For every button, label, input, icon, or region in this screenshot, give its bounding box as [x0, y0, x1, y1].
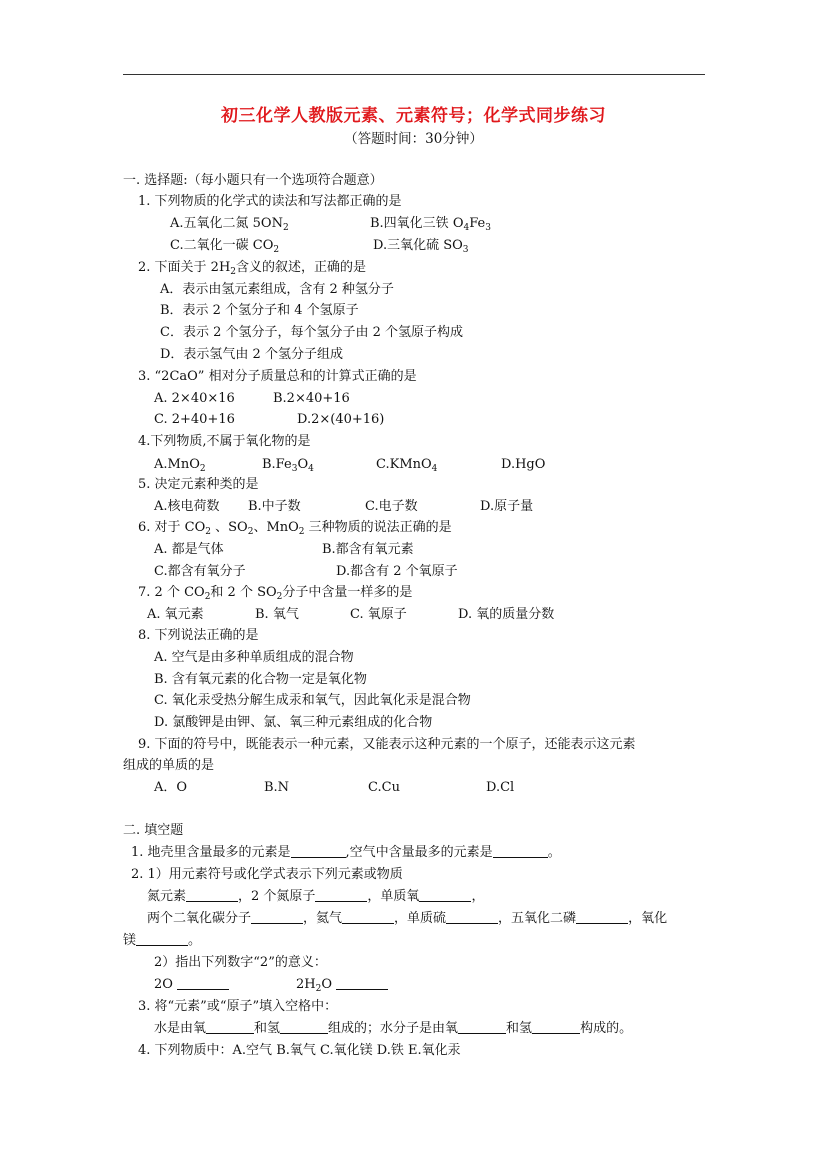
answer-blank[interactable]	[342, 911, 394, 924]
answer-blank[interactable]	[336, 977, 388, 990]
answer-blank[interactable]	[532, 1021, 580, 1034]
q5-option-a: A.核电荷数	[154, 499, 220, 514]
q9-stem-line2: 组成的单质的是	[123, 758, 215, 773]
q7-option-a: A. 氧元素	[147, 607, 204, 622]
document-title: 初三化学人教版元素、元素符号；化学式同步练习	[221, 106, 606, 126]
q3-option-c: C. 2+40+16	[154, 412, 235, 427]
q1-option-d: D.三氧化硫 $SO_3$	[373, 238, 469, 255]
fill-q2-2o: 2O	[154, 977, 229, 993]
q9-option-d: D.Cl	[486, 780, 515, 795]
fill-q2-2h2o: $2H_2O$	[296, 977, 388, 993]
q8-option-c: C. 氧化汞受热分解生成汞和氧气，因此氧化汞是混合物	[154, 693, 471, 708]
q5-option-b: B.中子数	[248, 499, 301, 514]
q3-stem: 3. “2CaO” 相对分子质量总和的计算式正确的是	[138, 369, 417, 384]
q4-option-b: $B.Fe_3O_4$	[262, 457, 314, 474]
q2-option-b: B．表示 2 个氢分子和 4 个氢原子	[160, 303, 359, 318]
answer-blank[interactable]	[280, 1021, 328, 1034]
q3-option-b: B.2×40+16	[273, 391, 350, 406]
q4-stem: 4.下列物质,不属于氧化物的是	[138, 434, 311, 449]
q8-option-d: D. 氯酸钾是由钾、氯、氧三种元素组成的化合物	[154, 715, 433, 730]
q3-option-d: D.2×(40+16)	[297, 412, 385, 427]
q1-option-a: A.五氧化二氮 $5ON_2$	[170, 216, 289, 233]
q1-option-c: C.二氧化一碳 $CO_2$	[170, 238, 280, 255]
answer-blank[interactable]	[446, 911, 498, 924]
q9-stem-line1: 9. 下面的符号中，既能表示一种元素，又能表示这种元素的一个原子，还能表示这元素	[138, 737, 636, 752]
q3-option-a: A. 2×40×16	[154, 391, 235, 406]
answer-blank[interactable]	[493, 845, 548, 858]
q8-option-a: A. 空气是由多种单质组成的混合物	[154, 650, 354, 665]
q6-option-b: B.都含有氧元素	[322, 542, 414, 557]
fill-q4-stem: 4. 下列物质中：A.空气 B.氧气 C.氧化镁 D.铁 E.氧化汞	[138, 1043, 461, 1058]
q2-stem: 2. 下面关于 $2H_2$含义的叙述，正确的是	[138, 260, 367, 277]
q7-option-c: C. 氧原子	[350, 607, 407, 622]
q1-option-b: B.四氧化三铁 $O_4Fe_3$	[370, 216, 491, 233]
answer-blank[interactable]	[177, 977, 229, 990]
fill-q2-line2: 氮元素 ，2 个氮原子 ，单质氧 ，	[147, 889, 485, 904]
fill-q2-sub2: 2）指出下列数字“2”的意义：	[154, 955, 327, 970]
q6-option-d: D.都含有 2 个氧原子	[336, 564, 458, 579]
document-subtitle: （答题时间：30分钟）	[344, 131, 483, 147]
q9-option-c: C.Cu	[368, 780, 400, 795]
q5-option-d: D.原子量	[480, 499, 534, 514]
section1-heading: 一. 选择题:（每小题只有一个选项符合题意）	[123, 173, 383, 188]
fill-q1: 1. 地壳里含量最多的元素是 ,空气中含量最多的元素是 。	[131, 845, 561, 860]
q7-option-b: B. 氧气	[255, 607, 299, 622]
answer-blank[interactable]	[315, 889, 367, 902]
fill-q2-line3: 两个二氧化碳分子 ，氦气 ，单质硫 ，五氧化二磷 ，氧化	[147, 911, 668, 926]
q7-stem: 7. 2 个 $CO_2$和 2 个 $SO_2$分子中含量一样多的是	[138, 585, 413, 602]
q4-option-c: C.KMnO$_4$	[376, 457, 438, 474]
answer-blank[interactable]	[291, 845, 346, 858]
q7-option-d: D. 氧的质量分数	[458, 607, 555, 622]
header-rule	[123, 74, 705, 75]
q4-option-d: D.HgO	[501, 457, 546, 472]
fill-q3-stem: 3. 将“元素”或“原子”填入空格中：	[138, 999, 338, 1014]
fill-q2-line4: 镁 。	[123, 933, 202, 948]
q2-option-d: D．表示氢气由 2 个氢分子组成	[160, 347, 343, 362]
q9-option-a: A．O	[154, 780, 188, 795]
q2-option-c: C．表示 2 个氢分子，每个氢分子由 2 个氢原子构成	[160, 325, 464, 340]
q5-option-c: C.电子数	[365, 499, 418, 514]
q4-option-a: A.MnO$_2$	[154, 457, 206, 474]
answer-blank[interactable]	[206, 1021, 254, 1034]
q6-option-c: C.都含有氧分子	[154, 564, 246, 579]
section2-heading: 二. 填空题	[123, 823, 184, 838]
answer-blank[interactable]	[419, 889, 471, 902]
answer-blank[interactable]	[136, 933, 188, 946]
answer-blank[interactable]	[186, 889, 238, 902]
fill-q2-stem: 2. 1）用元素符号或化学式表示下列元素或物质	[131, 867, 403, 882]
q6-option-a: A. 都是气体	[154, 542, 224, 557]
q6-stem: 6. 对于 $CO_2$ 、$SO_2$、MnO$_2$ 三种物质的说法正确的是	[138, 520, 452, 537]
q2-option-a: A．表示由氢元素组成，含有 2 种氢分子	[160, 282, 394, 297]
answer-blank[interactable]	[576, 911, 628, 924]
fill-q3-line: 水是由氧 和氢 组成的；水分子是由氧 和氢 构成的。	[154, 1021, 633, 1036]
answer-blank[interactable]	[458, 1021, 506, 1034]
q8-option-b: B. 含有氧元素的化合物一定是氧化物	[154, 672, 367, 687]
q9-option-b: B.N	[264, 780, 290, 795]
q1-stem: 1. 下列物质的化学式的读法和写法都正确的是	[138, 194, 402, 209]
q8-stem: 8. 下列说法正确的是	[138, 628, 259, 643]
q5-stem: 5. 决定元素种类的是	[138, 477, 259, 492]
answer-blank[interactable]	[251, 911, 303, 924]
